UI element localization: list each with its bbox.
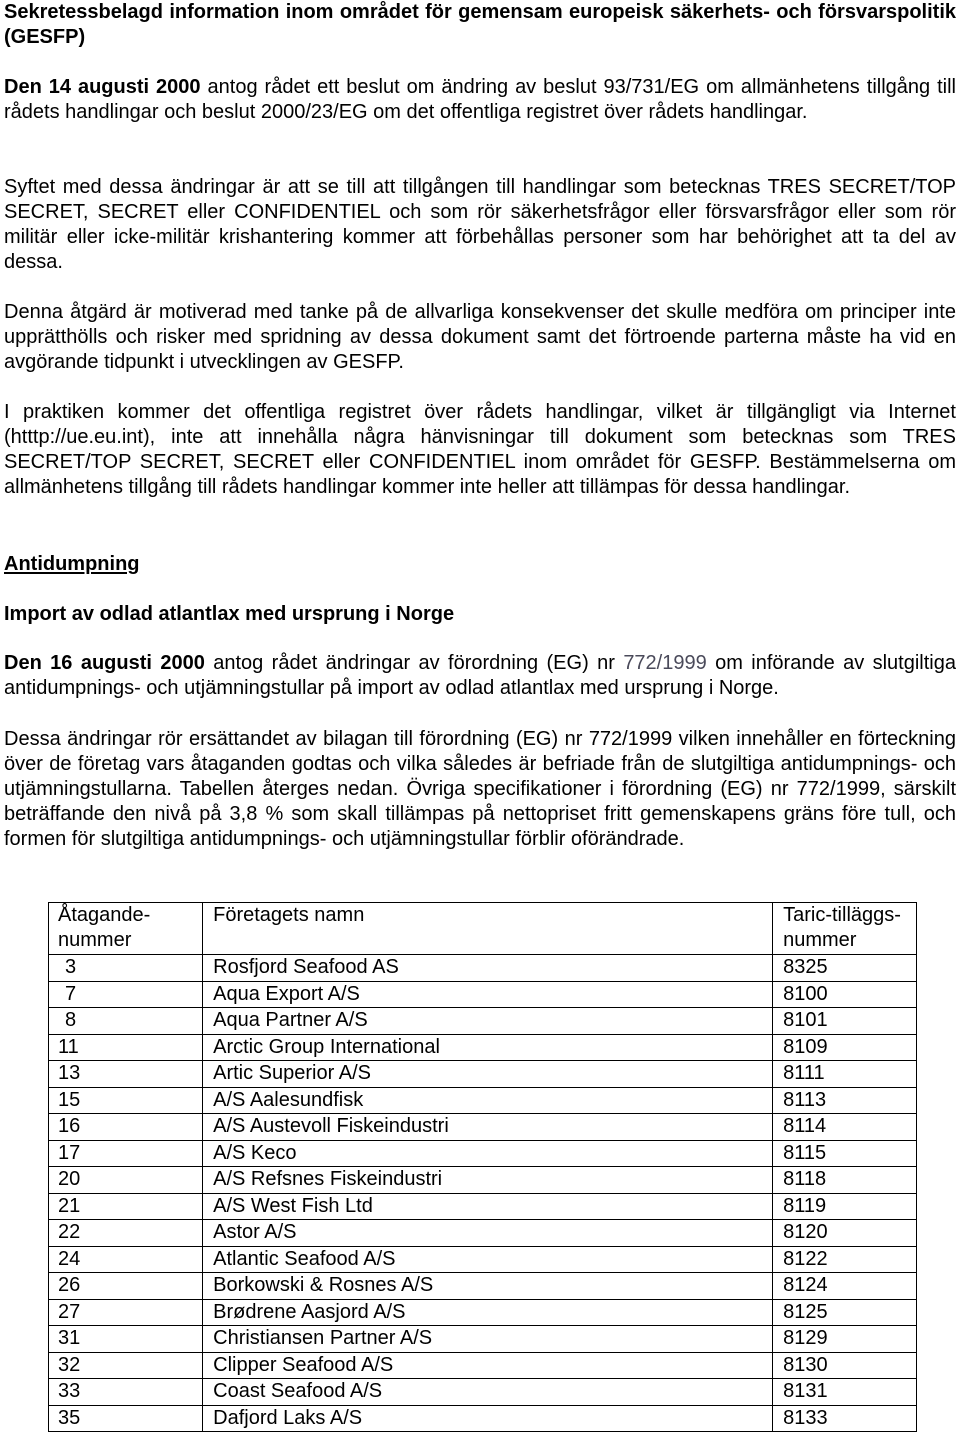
company-name-cell: A/S Keco — [203, 1140, 773, 1167]
header-company-name: Företagets namn — [203, 903, 773, 955]
table-body — [49, 955, 917, 1432]
table-row — [49, 1405, 917, 1432]
table-row — [49, 1114, 917, 1141]
table-row — [49, 1034, 917, 1061]
company-name-cell: Dafjord Laks A/S — [203, 1405, 773, 1432]
table-row — [49, 1167, 917, 1194]
undertaking-number-cell: 11 — [49, 1034, 203, 1061]
table-header-row — [49, 903, 917, 955]
company-name-cell: Rosfjord Seafood AS — [203, 955, 773, 982]
table-row — [49, 1299, 917, 1326]
table-row — [49, 955, 917, 982]
taric-number-cell: 8125 — [773, 1299, 917, 1326]
table-row — [49, 1087, 917, 1114]
undertaking-number-cell: 15 — [49, 1087, 203, 1114]
undertaking-number-cell: 32 — [49, 1352, 203, 1379]
undertaking-number-cell: 33 — [49, 1379, 203, 1406]
taric-number-cell: 8109 — [773, 1034, 917, 1061]
taric-number-cell: 8124 — [773, 1273, 917, 1300]
company-name-cell: Borkowski & Rosnes A/S — [203, 1273, 773, 1300]
gesfp-paragraph-1-text: antog rådet ett beslut om ändring av beslut 93/731/EG om allmänhetens tillgång till rådets handlingar och beslut 2000/23/EG om det offentliga registret över rådets handlingar. — [4, 76, 957, 123]
table-row — [49, 981, 917, 1008]
antidumping-paragraph-1-text: antog rådet ändringar av förordning (EG) nr — [204, 652, 624, 674]
header-undertaking-number: Åtagande-nummer — [49, 903, 203, 955]
gesfp-date: Den 14 augusti 2000 — [4, 76, 201, 98]
company-name-cell: Atlantic Seafood A/S — [203, 1246, 773, 1273]
company-name-cell: Artic Superior A/S — [203, 1061, 773, 1088]
regulation-link[interactable]: 772/1999 — [623, 652, 707, 674]
taric-number-cell: 8113 — [773, 1087, 917, 1114]
company-name-cell: A/S Aalesundfisk — [203, 1087, 773, 1114]
undertaking-number-cell: 3 — [49, 955, 203, 982]
gesfp-paragraph-3: Denna åtgärd är motiverad med tanke på de allvarliga konsekvenser det skulle medföra om principer inte upprätthölls och risker med spridning av dessa dokument samt det förtroende parterna måste ha vid en avgörande tidpunkt i utvecklingen av GESFP. — [4, 301, 956, 373]
table-row — [49, 1220, 917, 1247]
taric-number-cell: 8122 — [773, 1246, 917, 1273]
undertaking-number-cell: 35 — [49, 1405, 203, 1432]
undertaking-number-cell: 21 — [49, 1193, 203, 1220]
taric-number-cell: 8133 — [773, 1405, 917, 1432]
company-name-cell: Clipper Seafood A/S — [203, 1352, 773, 1379]
antidumping-section-title: Antidumpning — [4, 553, 140, 575]
table-row — [49, 1061, 917, 1088]
taric-number-cell: 8115 — [773, 1140, 917, 1167]
taric-number-cell: 8120 — [773, 1220, 917, 1247]
taric-number-cell: 8114 — [773, 1114, 917, 1141]
company-name-cell: Coast Seafood A/S — [203, 1379, 773, 1406]
table-row — [49, 1246, 917, 1273]
undertaking-number-cell: 17 — [49, 1140, 203, 1167]
taric-number-cell: 8131 — [773, 1379, 917, 1406]
table-row — [49, 1379, 917, 1406]
company-name-cell: A/S Austevoll Fiskeindustri — [203, 1114, 773, 1141]
company-name-cell: Aqua Export A/S — [203, 981, 773, 1008]
taric-number-cell: 8118 — [773, 1167, 917, 1194]
company-name-cell: Brødrene Aasjord A/S — [203, 1299, 773, 1326]
taric-number-cell: 8130 — [773, 1352, 917, 1379]
undertaking-number-cell: 31 — [49, 1326, 203, 1353]
taric-number-cell: 8111 — [773, 1061, 917, 1088]
company-name-cell: Christiansen Partner A/S — [203, 1326, 773, 1353]
table-row — [49, 1193, 917, 1220]
company-name-cell: Astor A/S — [203, 1220, 773, 1247]
taric-number-cell: 8119 — [773, 1193, 917, 1220]
gesfp-paragraph-1 — [4, 75, 956, 125]
table-row — [49, 1140, 917, 1167]
table-row — [49, 1008, 917, 1035]
company-name-cell: A/S Refsnes Fiskeindustri — [203, 1167, 773, 1194]
company-name-cell: Arctic Group International — [203, 1034, 773, 1061]
table-row — [49, 1273, 917, 1300]
antidumping-date: Den 16 augusti 2000 — [4, 652, 205, 674]
undertaking-number-cell: 13 — [49, 1061, 203, 1088]
taric-number-cell: 8100 — [773, 981, 917, 1008]
gesfp-paragraph-2: Syftet med dessa ändringar är att se till att tillgången till handlingar som betecknas TRES SECRET/TOP SECRET, SECRET eller CONFIDENTIEL och som rör säkerhetsfrågor eller försvarsfrågor eller som rör militär eller icke-militär krishantering kommer att förbehållas personer som har behörighet att ta del av dessa. — [4, 176, 956, 273]
undertaking-number-cell: 24 — [49, 1246, 203, 1273]
antidumping-paragraph-1-rest: om införande av slutgiltiga antidumpnings- och utjämningstullar på import av odlad atlantlax med ursprung i Norge. — [4, 652, 956, 699]
company-name-cell: Aqua Partner A/S — [203, 1008, 773, 1035]
undertaking-number-cell: 27 — [49, 1299, 203, 1326]
taric-number-cell: 8325 — [773, 955, 917, 982]
undertaking-number-cell: 26 — [49, 1273, 203, 1300]
taric-number-cell: 8129 — [773, 1326, 917, 1353]
table-row — [49, 1326, 917, 1353]
undertakings-table — [48, 902, 917, 1432]
antidumping-paragraph-1 — [4, 651, 956, 701]
gesfp-heading: Sekretessbelagd information inom området för gemensam europeisk säkerhets- och försvarspolitik (GESFP) — [4, 1, 956, 48]
undertaking-number-cell: 20 — [49, 1167, 203, 1194]
header-taric-number: Taric-tilläggs-nummer — [773, 903, 917, 955]
gesfp-paragraph-4: I praktiken kommer det offentliga registret över rådets handlingar, vilket är tillgängligt via Internet (htttp://ue.eu.int), inte att innehålla några hänvisningar till dokument som betecknas som TRES SECRET/TOP SECRET, SECRET eller CONFIDENTIEL inom området för GESFP. Bestämmelserna om allmänhetens tillgång till rådets handlingar kommer inte heller att tillämpas för dessa handlingar. — [4, 401, 956, 498]
company-name-cell: A/S West Fish Ltd — [203, 1193, 773, 1220]
table-row — [49, 1352, 917, 1379]
undertaking-number-cell: 7 — [49, 981, 203, 1008]
undertaking-number-cell: 16 — [49, 1114, 203, 1141]
taric-number-cell: 8101 — [773, 1008, 917, 1035]
antidumping-sub-title: Import av odlad atlantlax med ursprung i Norge — [4, 603, 455, 625]
undertaking-number-cell: 8 — [49, 1008, 203, 1035]
antidumping-paragraph-2: Dessa ändringar rör ersättandet av bilagan till förordning (EG) nr 772/1999 vilken innehåller en förteckning över de företag vars åtaganden godtas och vilka således är befriade från de slutgiltiga antidumpnings- och utjämningstullarna. Tabellen återges nedan. Övriga specifikationer i förordning (EG) nr 772/1999, särskilt beträffande den nivå på 3,8 % som skall tillämpas på nettopriset fritt gemenskapens gräns före tull, och formen för slutgiltiga antidumpnings- och utjämningstullar förblir oförändrade. — [4, 728, 956, 850]
undertaking-number-cell: 22 — [49, 1220, 203, 1247]
